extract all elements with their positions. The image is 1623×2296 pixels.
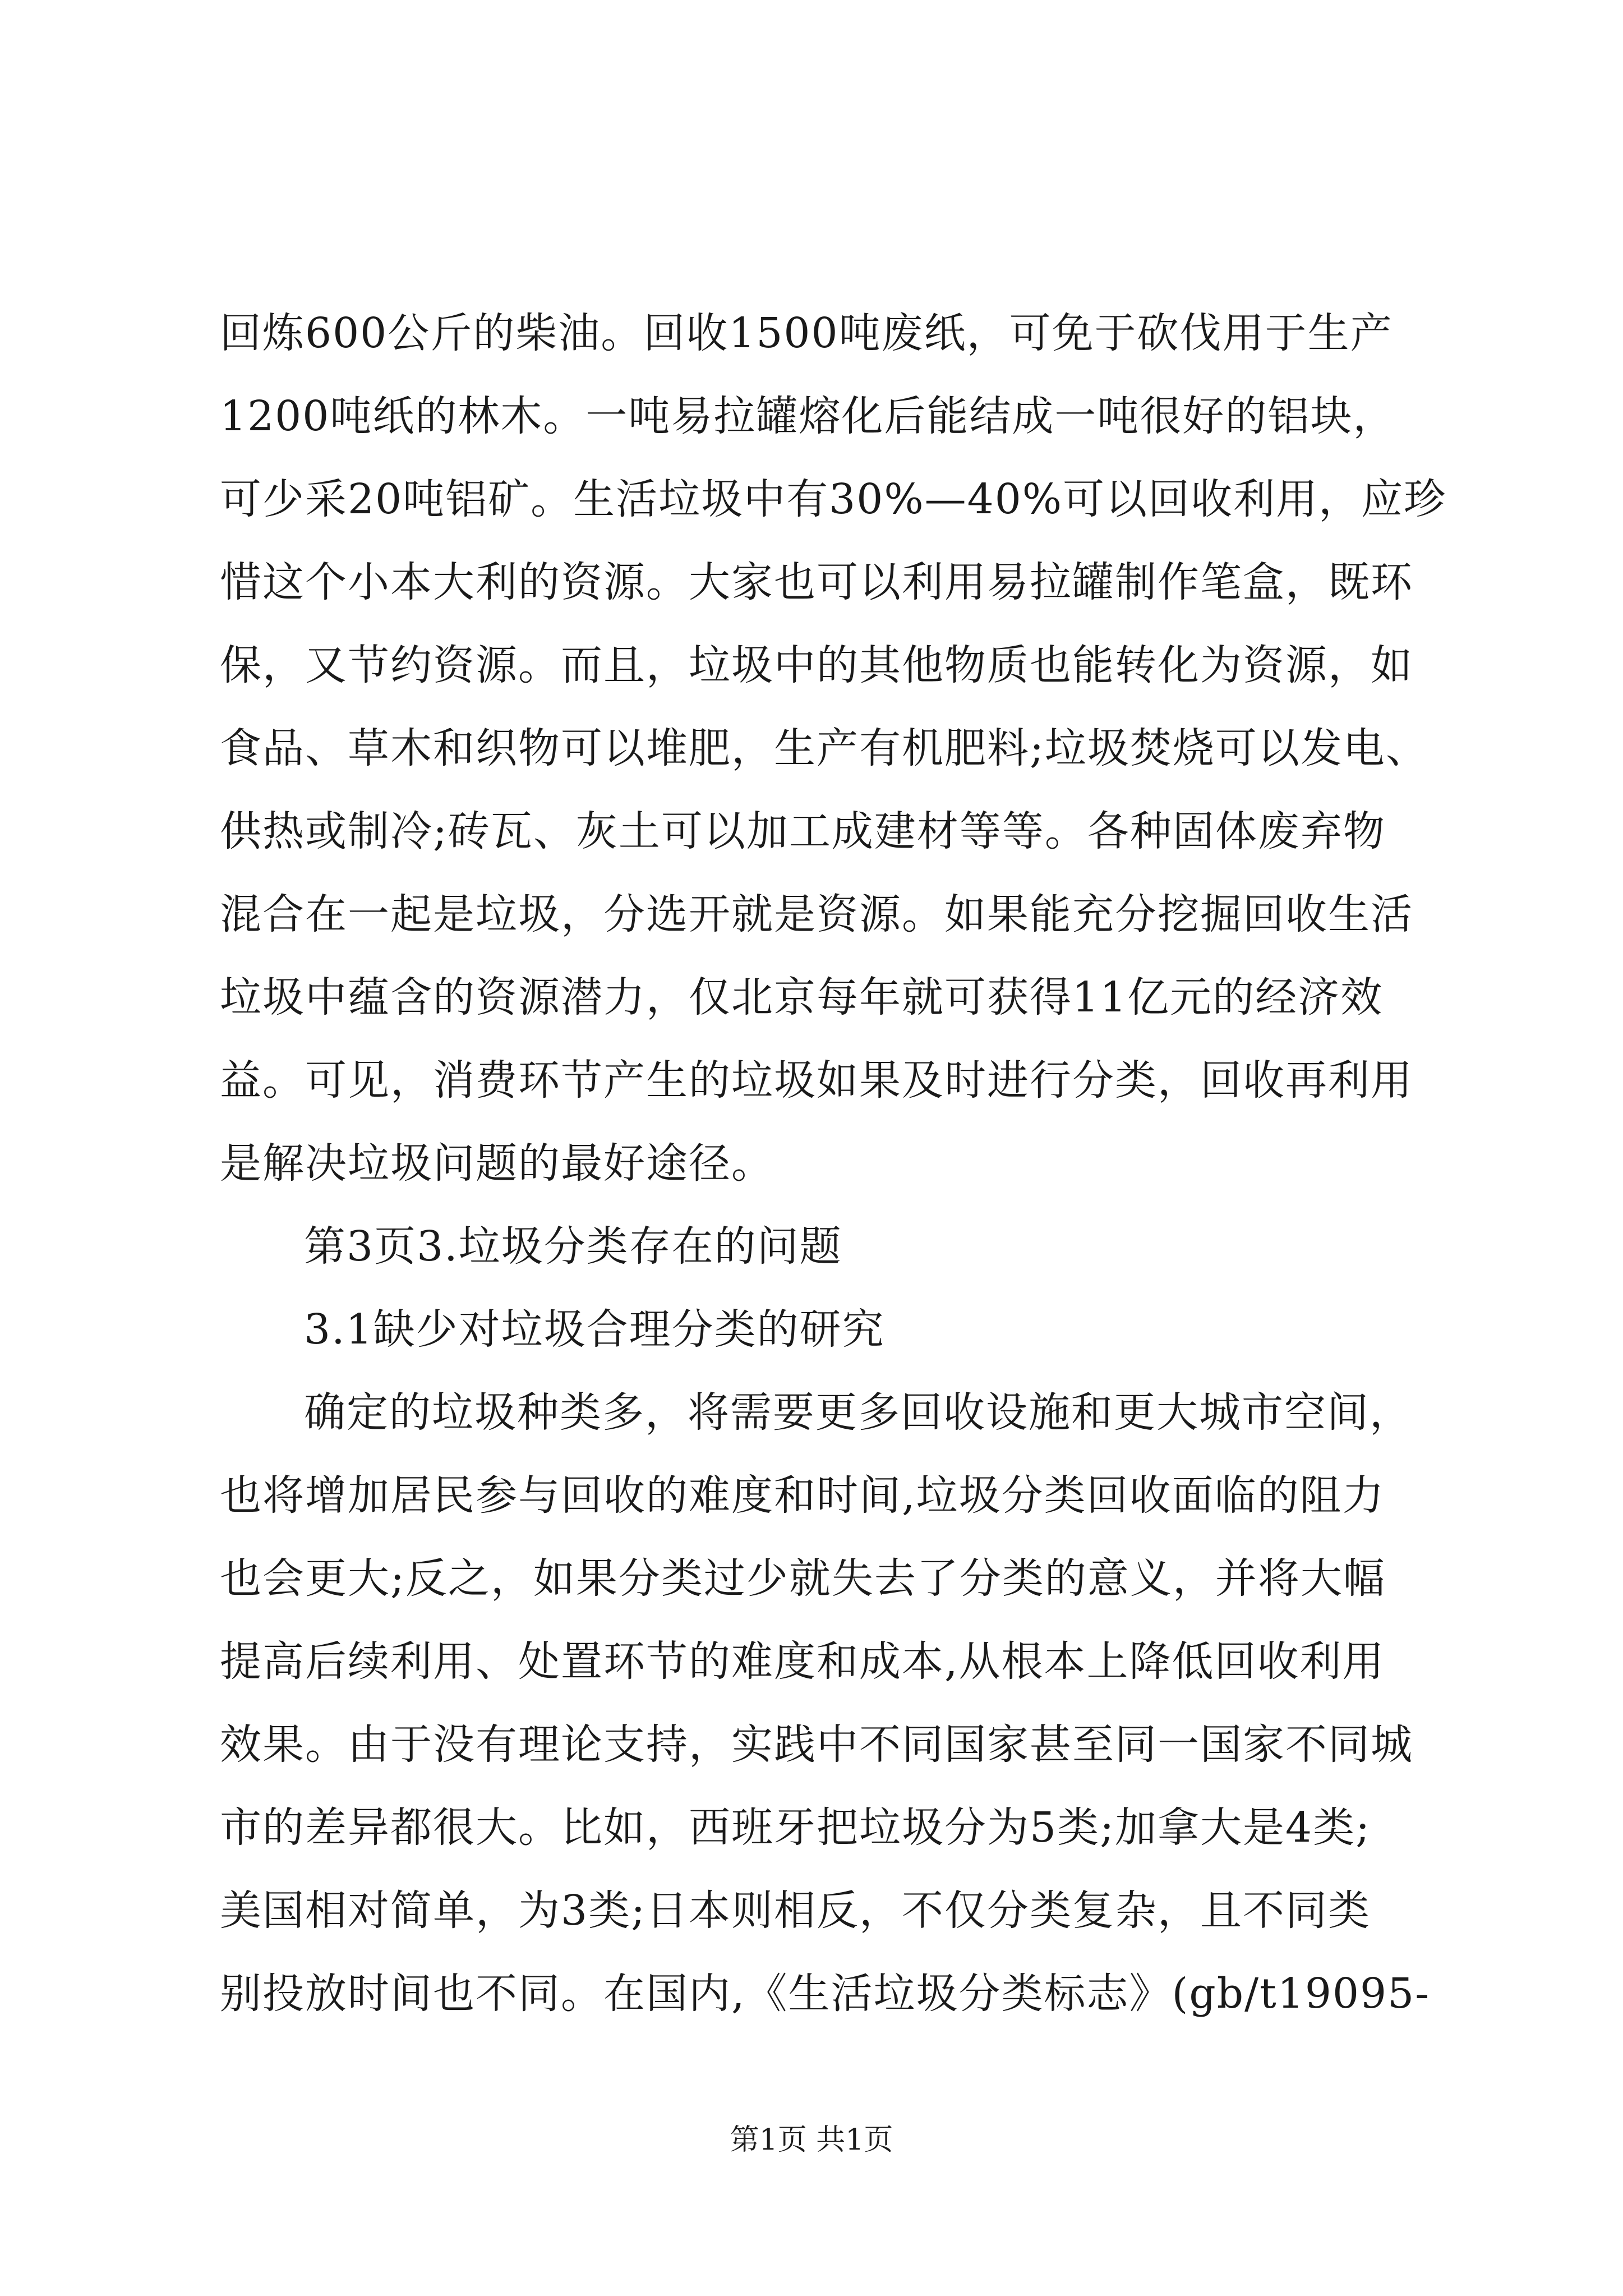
text-line: 垃圾中蕴含的资源潜力，仅北京每年就可获得11亿元的经济效 xyxy=(220,973,1384,1022)
text-line: 1200吨纸的林木。一吨易拉罐熔化后能结成一吨很好的铝块， xyxy=(220,392,1396,440)
text-line: 3.1缺少对垃圾合理分类的研究 xyxy=(304,1305,885,1354)
text-line: 也将增加居民参与回收的难度和时间,垃圾分类回收面临的阻力 xyxy=(220,1471,1385,1520)
text-line: 供热或制冷;砖瓦、灰土可以加工成建材等等。各种固体废弃物 xyxy=(220,807,1386,855)
text-line: 食品、草木和织物可以堆肥，生产有机肥料;垃圾焚烧可以发电、 xyxy=(220,724,1428,772)
text-line: 提高后续利用、处置环节的难度和成本,从根本上降低回收利用 xyxy=(220,1637,1385,1686)
body-text xyxy=(220,292,1447,2035)
text-line: 惜这个小本大利的资源。大家也可以利用易拉罐制作笔盒，既环 xyxy=(220,558,1413,606)
text-line: 第3页3.垃圾分类存在的问题 xyxy=(304,1222,842,1271)
text-line: 别投放时间也不同。在国内,《生活垃圾分类标志》(gb/t19095- xyxy=(220,1970,1431,2018)
text-line: 美国相对简单，为3类;日本则相反，不仅分类复杂，且不同类 xyxy=(220,1887,1371,1935)
text-line: 市的差异都很大。比如，西班牙把垃圾分为5类;加拿大是4类; xyxy=(220,1803,1371,1852)
page-footer: 第1页 共1页 xyxy=(730,2123,893,2157)
text-line: 是解决垃圾问题的最好途径。 xyxy=(220,1139,774,1188)
text-line: 确定的垃圾种类多，将需要更多回收设施和更大城市空间， xyxy=(304,1388,1412,1437)
text-line: 也会更大;反之，如果分类过少就失去了分类的意义，并将大幅 xyxy=(220,1554,1386,1603)
text-line: 效果。由于没有理论支持，实践中不同国家甚至同一国家不同城 xyxy=(220,1720,1413,1769)
text-line: 混合在一起是垃圾，分选开就是资源。如果能充分挖掘回收生活 xyxy=(220,890,1413,938)
text-line: 可少采20吨铝矿。生活垃圾中有30%—40%可以回收利用，应珍 xyxy=(220,475,1447,523)
text-line: 保，又节约资源。而且，垃圾中的其他物质也能转化为资源，如 xyxy=(220,641,1413,689)
text-line: 回炼600公斤的柴油。回收1500吨废纸，可免于砍伐用于生产 xyxy=(220,309,1393,357)
text-line: 益。可见，消费环节产生的垃圾如果及时进行分类，回收再利用 xyxy=(220,1056,1413,1105)
